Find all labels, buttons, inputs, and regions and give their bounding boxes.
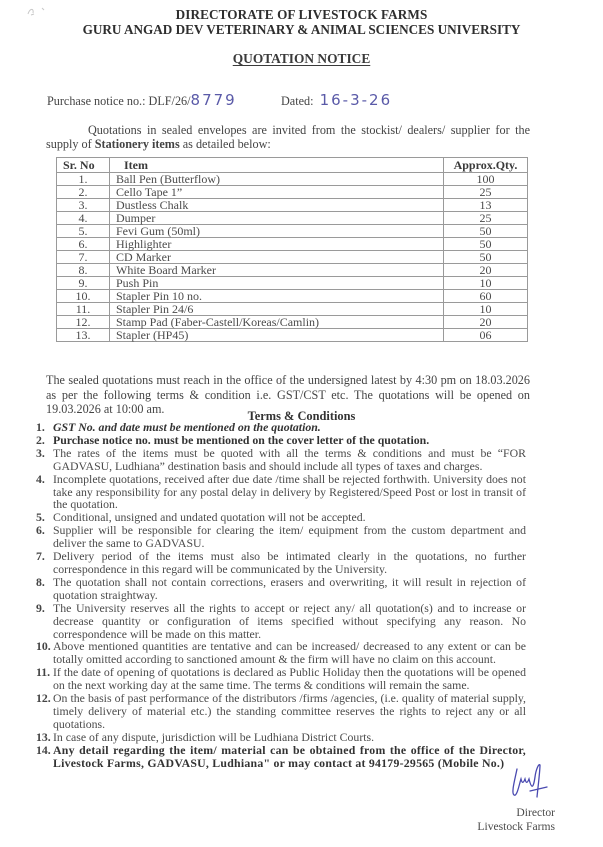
- term-number: 2.: [36, 432, 45, 447]
- row-qty: 25: [444, 186, 528, 199]
- term-text: In case of any dispute, jurisdiction will be Ludhiana District Courts.: [53, 729, 375, 744]
- intro-bold-items: Stationery items: [94, 137, 180, 151]
- term-text: If the date of opening of quotations is declared as Public Holiday then the quotations will be opened on the next working day at the same time. The terms & conditions will remain the same.: [53, 665, 526, 693]
- table-row: [57, 212, 528, 225]
- row-item: Dumper: [110, 212, 444, 225]
- table-row: [57, 277, 528, 290]
- term-number: 6.: [36, 523, 45, 538]
- row-item: Dustless Chalk: [110, 199, 444, 212]
- term-text: Delivery period of the items must also be intimated clearly in the quotations, no further correspondence in this regard will be communicated by the University.: [53, 549, 526, 576]
- row-sr: 13.: [57, 329, 110, 342]
- row-item: Highlighter: [110, 238, 444, 251]
- row-item: Ball Pen (Butterflow): [110, 173, 444, 186]
- row-qty: 50: [444, 225, 528, 238]
- table-row: [57, 186, 528, 199]
- row-item: Fevi Gum (50ml): [110, 225, 444, 238]
- notice-date: [281, 91, 392, 109]
- row-item: Cello Tape 1”: [110, 186, 444, 199]
- handwritten-notice-number: 8779: [190, 91, 237, 109]
- table-row: [57, 329, 528, 342]
- row-item: Stamp Pad (Faber-Castell/Koreas/Camlin): [110, 316, 444, 329]
- signatory-designation: Director: [516, 806, 555, 819]
- signatory-office: Livestock Farms: [477, 820, 555, 833]
- row-sr: 5.: [57, 225, 110, 238]
- term-item: [36, 550, 526, 576]
- term-number: 7.: [36, 549, 45, 564]
- row-qty: 50: [444, 251, 528, 264]
- term-item: [36, 524, 526, 550]
- terms-heading: Terms & Conditions: [247, 409, 356, 423]
- row-sr: 6.: [57, 238, 110, 251]
- term-text: Purchase notice no. must be mentioned on the cover letter of the quotation.: [53, 432, 430, 447]
- row-item: Stapler Pin 10 no.: [110, 290, 444, 303]
- intro-paragraph: [46, 123, 530, 151]
- row-sr: 12.: [57, 316, 110, 329]
- directorate-heading: DIRECTORATE OF LIVESTOCK FARMS: [175, 7, 428, 22]
- term-item: [36, 576, 526, 602]
- purchase-notice-number: [47, 91, 237, 109]
- term-number: 14.: [36, 742, 51, 757]
- row-sr: 10.: [57, 290, 110, 303]
- table-row: [57, 290, 528, 303]
- term-item: [36, 640, 526, 666]
- term-item: [36, 447, 526, 473]
- term-text: On the basis of past performance of the distributors /firms /agencies, (i.e. quality of material supply, timely delivery of material etc.) the standing committee reserves the rights to reject any or all quotations.: [53, 691, 526, 731]
- dated-label: Dated:: [281, 94, 314, 108]
- term-number: 9.: [36, 600, 45, 615]
- term-item: [36, 473, 526, 512]
- table-row: [57, 316, 528, 329]
- term-number: 11.: [36, 665, 51, 680]
- terms-list: [36, 421, 526, 769]
- items-table: [56, 157, 528, 342]
- header-approx-qty: Approx.Qty.: [444, 158, 528, 173]
- term-number: 3.: [36, 445, 45, 460]
- term-text: Incomplete quotations, received after due date /time shall be rejected forthwith. University does not take any responsibility for any postal delay in delivery by Registered/Speed Post or lost in transit of the quotation.: [53, 471, 526, 512]
- row-sr: 8.: [57, 264, 110, 277]
- director-signature-icon: [505, 757, 555, 802]
- row-qty: 20: [444, 316, 528, 329]
- title-text: QUOTATION NOTICE: [232, 51, 371, 66]
- page-title: [0, 51, 603, 67]
- row-qty: 60: [444, 290, 528, 303]
- term-number: 5.: [36, 510, 45, 525]
- table-row: [57, 238, 528, 251]
- term-text: Supplier will be responsible for clearing the item/ equipment from the custom department and deliver the same to GADVASU.: [53, 523, 526, 551]
- term-text: Above mentioned quantities are tentative and can be increased/ decreased to any extent or can be totally omitted according to sanctioned amount & the firm will have no claim on this account.: [53, 639, 526, 667]
- row-sr: 1.: [57, 173, 110, 186]
- term-item: [36, 692, 526, 731]
- row-qty: 50: [444, 238, 528, 251]
- term-number: 8.: [36, 574, 45, 589]
- row-qty: 10: [444, 277, 528, 290]
- row-qty: 13: [444, 199, 528, 212]
- term-text: Conditional, unsigned and undated quotation will not be accepted.: [53, 510, 366, 525]
- term-item: [36, 602, 526, 641]
- row-sr: 4.: [57, 212, 110, 225]
- term-text: The quotation shall not contain corrections, erasers and overwriting, it will result in rejection of quotation straightway.: [53, 574, 526, 602]
- table-header-row: [57, 158, 528, 173]
- term-number: 1.: [36, 420, 45, 434]
- row-qty: 100: [444, 173, 528, 186]
- term-number: 13.: [36, 729, 51, 744]
- table-row: [57, 199, 528, 212]
- row-item: Push Pin: [110, 277, 444, 290]
- table-row: [57, 173, 528, 186]
- submission-deadline-paragraph: The sealed quotations must reach in the office of the undersigned latest by 4:30 pm on 18.03.2026 as per the following terms & condition i.e. GST/CST etc. The quotations will be opened on 19.03.2026 at 10:00 am.: [46, 373, 530, 416]
- term-text: The University reserves all the rights to accept or reject any/ all quotation(s) and to increase or decrease quantity or configuration of items specified without specifying any reason. No correspondence will be made on this matter.: [53, 600, 526, 641]
- header-sr-no: Sr. No: [57, 158, 110, 173]
- row-item: Stapler (HP45): [110, 329, 444, 342]
- row-item: CD Marker: [110, 251, 444, 264]
- table-row: [57, 303, 528, 316]
- row-sr: 11.: [57, 303, 110, 316]
- intro-text-1: Quotations in sealed envelopes are invited from the stockist/ dealers/ supplier for the supply of: [46, 123, 530, 151]
- row-qty: 06: [444, 329, 528, 342]
- university-heading: GURU ANGAD DEV VETERINARY & ANIMAL SCIENCES UNIVERSITY: [82, 22, 521, 37]
- row-qty: 20: [444, 264, 528, 277]
- table-row: [57, 251, 528, 264]
- table-row: [57, 264, 528, 277]
- purchase-notice-label: Purchase notice no.: DLF/26/: [47, 94, 191, 108]
- term-text: The rates of the items must be quoted with all the terms & conditions and must be “FOR GADVASU, Ludhiana” destination basis and should include all types of taxes and charges.: [53, 445, 526, 473]
- term-item: [36, 744, 526, 770]
- term-number: 4.: [36, 471, 45, 486]
- row-sr: 3.: [57, 199, 110, 212]
- row-sr: 7.: [57, 251, 110, 264]
- handwritten-date: 16-3-26: [319, 91, 393, 109]
- term-text: GST No. and date must be mentioned on the quotation.: [53, 420, 321, 434]
- row-item: Stapler Pin 24/6: [110, 303, 444, 316]
- row-qty: 10: [444, 303, 528, 316]
- intro-text-2: as detailed below:: [179, 137, 271, 151]
- row-qty: 25: [444, 212, 528, 225]
- row-item: White Board Marker: [110, 264, 444, 277]
- term-item: [36, 666, 526, 692]
- row-sr: 2.: [57, 186, 110, 199]
- table-row: [57, 225, 528, 238]
- term-number: 12.: [36, 691, 51, 706]
- row-sr: 9.: [57, 277, 110, 290]
- term-number: 10.: [36, 639, 51, 654]
- header-item: Item: [110, 158, 444, 173]
- term-text: Any detail regarding the item/ material can be obtained from the office of the Director, Livestock Farms, GADVASU, Ludhiana" or may contact at 94179-29565 (Mobile No.): [53, 742, 526, 770]
